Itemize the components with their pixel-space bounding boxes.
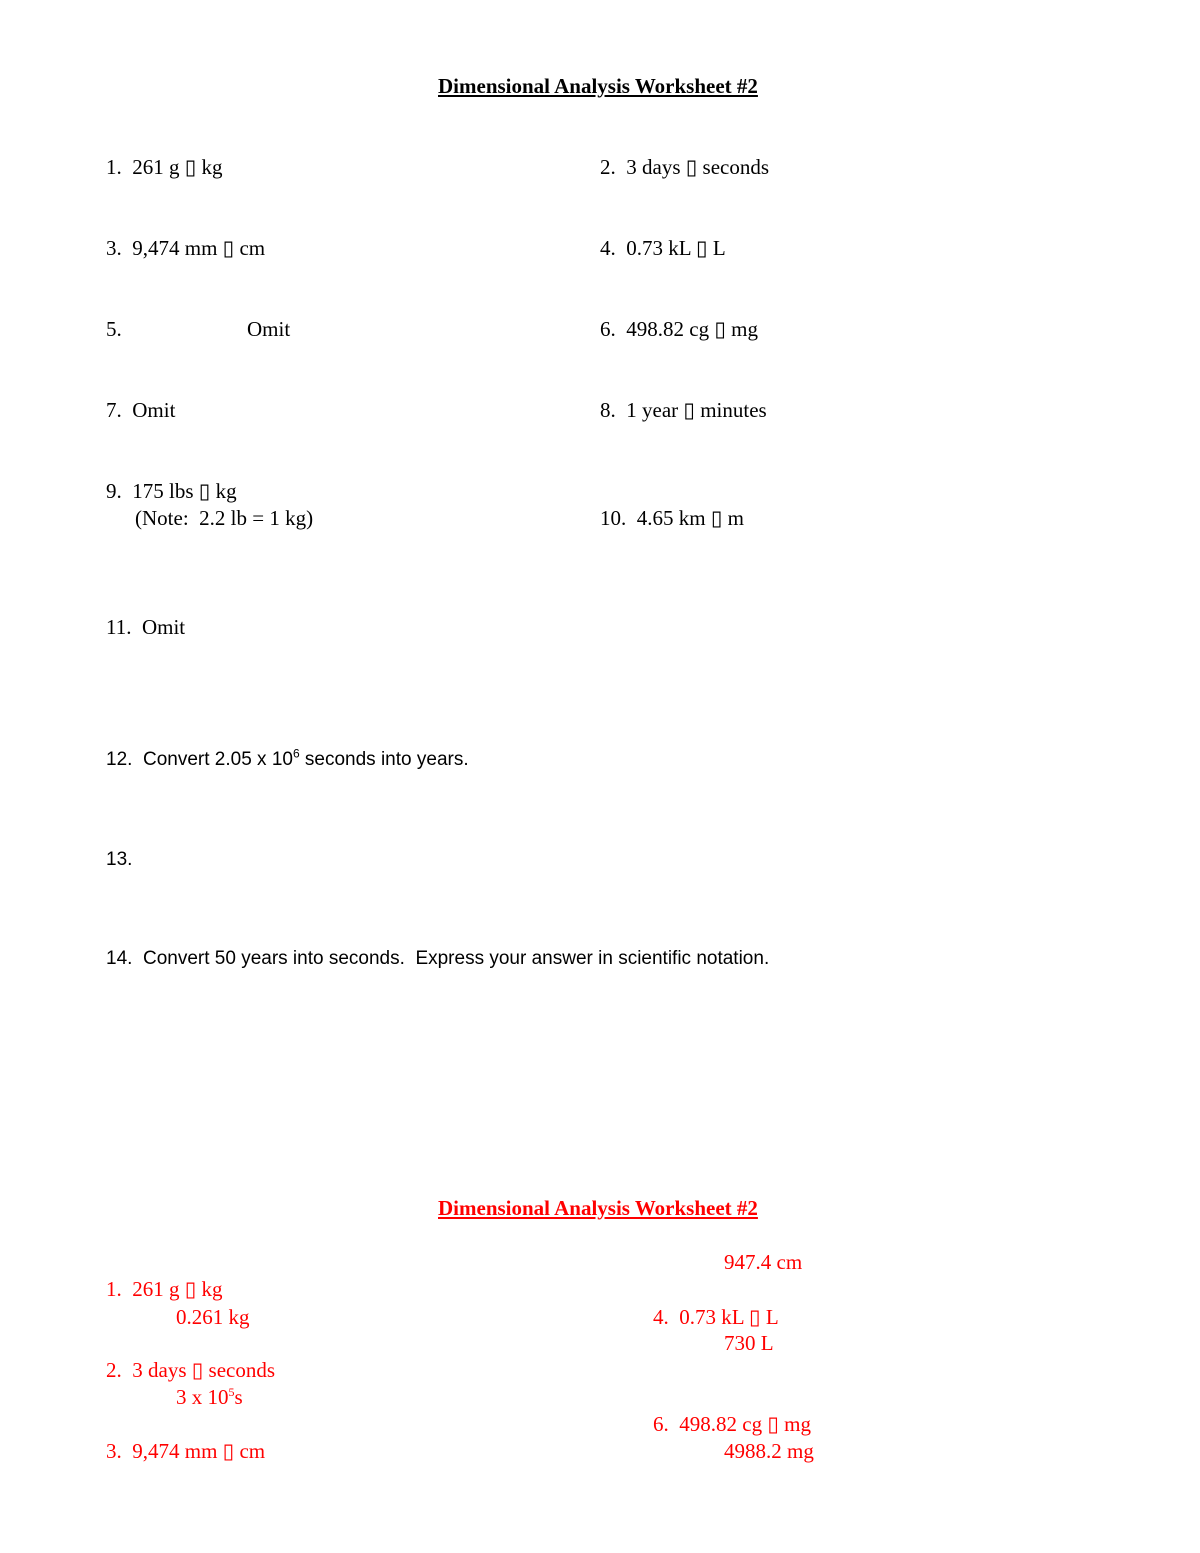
problem-5-text: Omit [247, 317, 291, 341]
answer-2-problem: 2. 3 days ▯ seconds [106, 1358, 276, 1382]
problem-5-number: 5. [106, 317, 122, 341]
problem-3: 3. 9,474 mm ▯ cm [106, 236, 266, 260]
answer-4-problem: 4. 0.73 kL ▯ L [653, 1305, 779, 1329]
problem-2: 2. 3 days ▯ seconds [600, 155, 770, 179]
problem-4: 4. 0.73 kL ▯ L [600, 236, 726, 260]
problem-7: 7. Omit [106, 398, 176, 422]
answer-2-value-base: 3 x 10 [176, 1385, 229, 1409]
answer-3-problem: 3. 9,474 mm ▯ cm [106, 1439, 266, 1463]
answer-4-value: 730 L [724, 1331, 774, 1355]
problem-12-exponent: 6 [292, 746, 300, 761]
worksheet-title: Dimensional Analysis Worksheet #2 [438, 74, 758, 98]
answer-2-value-unit: s [234, 1385, 243, 1409]
problem-6: 6. 498.82 cg ▯ mg [600, 317, 758, 341]
problem-11: 11. Omit [106, 615, 186, 639]
answer-2-value [176, 1387, 243, 1408]
problem-12 [106, 746, 469, 770]
problem-13: 13. [106, 849, 133, 870]
problem-8: 8. 1 year ▯ minutes [600, 398, 767, 422]
answer-key-title: Dimensional Analysis Worksheet #2 [438, 1196, 758, 1220]
answer-1-value: 0.261 kg [176, 1305, 250, 1329]
problem-14: 14. Convert 50 years into seconds. Express your answer in scientific notation. [106, 948, 770, 969]
problem-10: 10. 4.65 km ▯ m [600, 506, 744, 530]
answer-3-value: 947.4 cm [724, 1250, 803, 1274]
problem-9-note: (Note: 2.2 lb = 1 kg) [135, 506, 314, 530]
answer-6-value: 4988.2 mg [724, 1439, 814, 1463]
problem-12-text-end: seconds into years. [299, 749, 469, 770]
problem-1: 1. 261 g ▯ kg [106, 155, 223, 179]
answer-1-problem: 1. 261 g ▯ kg [106, 1277, 223, 1301]
problem-9: 9. 175 lbs ▯ kg [106, 479, 237, 503]
problem-12-text: 12. Convert 2.05 x 10 [106, 749, 293, 770]
answer-2-value-exponent: 5 [228, 1385, 235, 1399]
answer-6-problem: 6. 498.82 cg ▯ mg [653, 1412, 811, 1436]
